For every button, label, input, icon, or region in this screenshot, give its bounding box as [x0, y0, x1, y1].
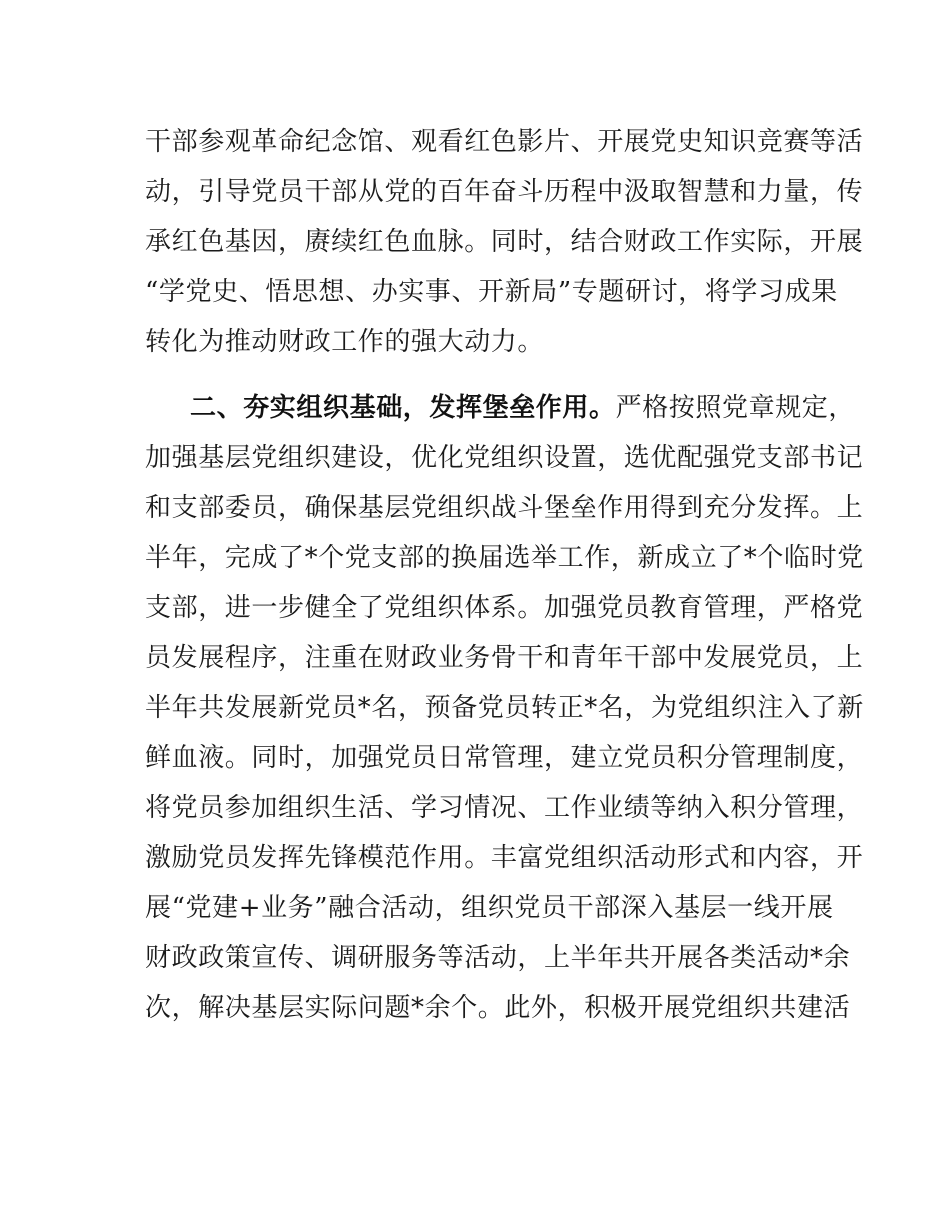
paragraph-2-line-13: 次，解决基层实际问题*余个。此外，积极开展党组织共建活 — [145, 993, 851, 1023]
paragraph-2-line-11: 展“党建+业务”融合活动，组织党员干部深入基层一线开展 — [145, 893, 834, 923]
paragraph-1-line-1: 干部参观革命纪念馆、观看红色影片、开展党史知识竞赛等活 — [145, 127, 864, 157]
paragraph-1-line-5: 转化为推动财政工作的强大动力。 — [145, 327, 545, 357]
paragraph-2-line-3: 和支部委员，确保基层党组织战斗堡垒作用得到充分发挥。上 — [145, 493, 864, 523]
paragraph-2-line-7: 半年共发展新党员*名，预备党员转正*名，为党组织注入了新 — [145, 693, 864, 723]
paragraph-1-line-3: 承红色基因，赓续红色血脉。同时，结合财政工作实际，开展 — [145, 227, 864, 257]
paragraph-2-line-5: 支部，进一步健全了党组织体系。加强党员教育管理，严格党 — [145, 593, 864, 623]
paragraph-2-line-12: 财政政策宣传、调研服务等活动，上半年共开展各类活动*余 — [145, 943, 851, 973]
paragraph-2-line-10: 激励党员发挥先锋模范作用。丰富党组织活动形式和内容，开 — [145, 843, 864, 873]
paragraph-1-line-4: “学党史、悟思想、办实事、开新局”专题研讨，将学习成果 — [145, 277, 838, 307]
section-heading: 二、夯实组织基础，发挥堡垒作用。 — [190, 393, 616, 423]
paragraph-2-line-4: 半年，完成了*个党支部的换届选举工作，新成立了*个临时党 — [145, 543, 864, 573]
paragraph-2-line-9: 将党员参加组织生活、学习情况、工作业绩等纳入积分管理， — [145, 793, 864, 823]
paragraph-2-line-8: 鲜血液。同时，加强党员日常管理，建立党员积分管理制度， — [145, 743, 864, 773]
paragraph-2-line-6: 员发展程序，注重在财政业务骨干和青年干部中发展党员，上 — [145, 643, 864, 673]
paragraph-2-line-1 — [190, 392, 856, 424]
paragraph-2-line-2: 加强基层党组织建设，优化党组织设置，选优配强党支部书记 — [145, 443, 864, 473]
paragraph-1-line-2: 动，引导党员干部从党的百年奋斗历程中汲取智慧和力量，传 — [145, 177, 864, 207]
paragraph-2-first-line-text: 严格按照党章规定， — [615, 393, 856, 423]
